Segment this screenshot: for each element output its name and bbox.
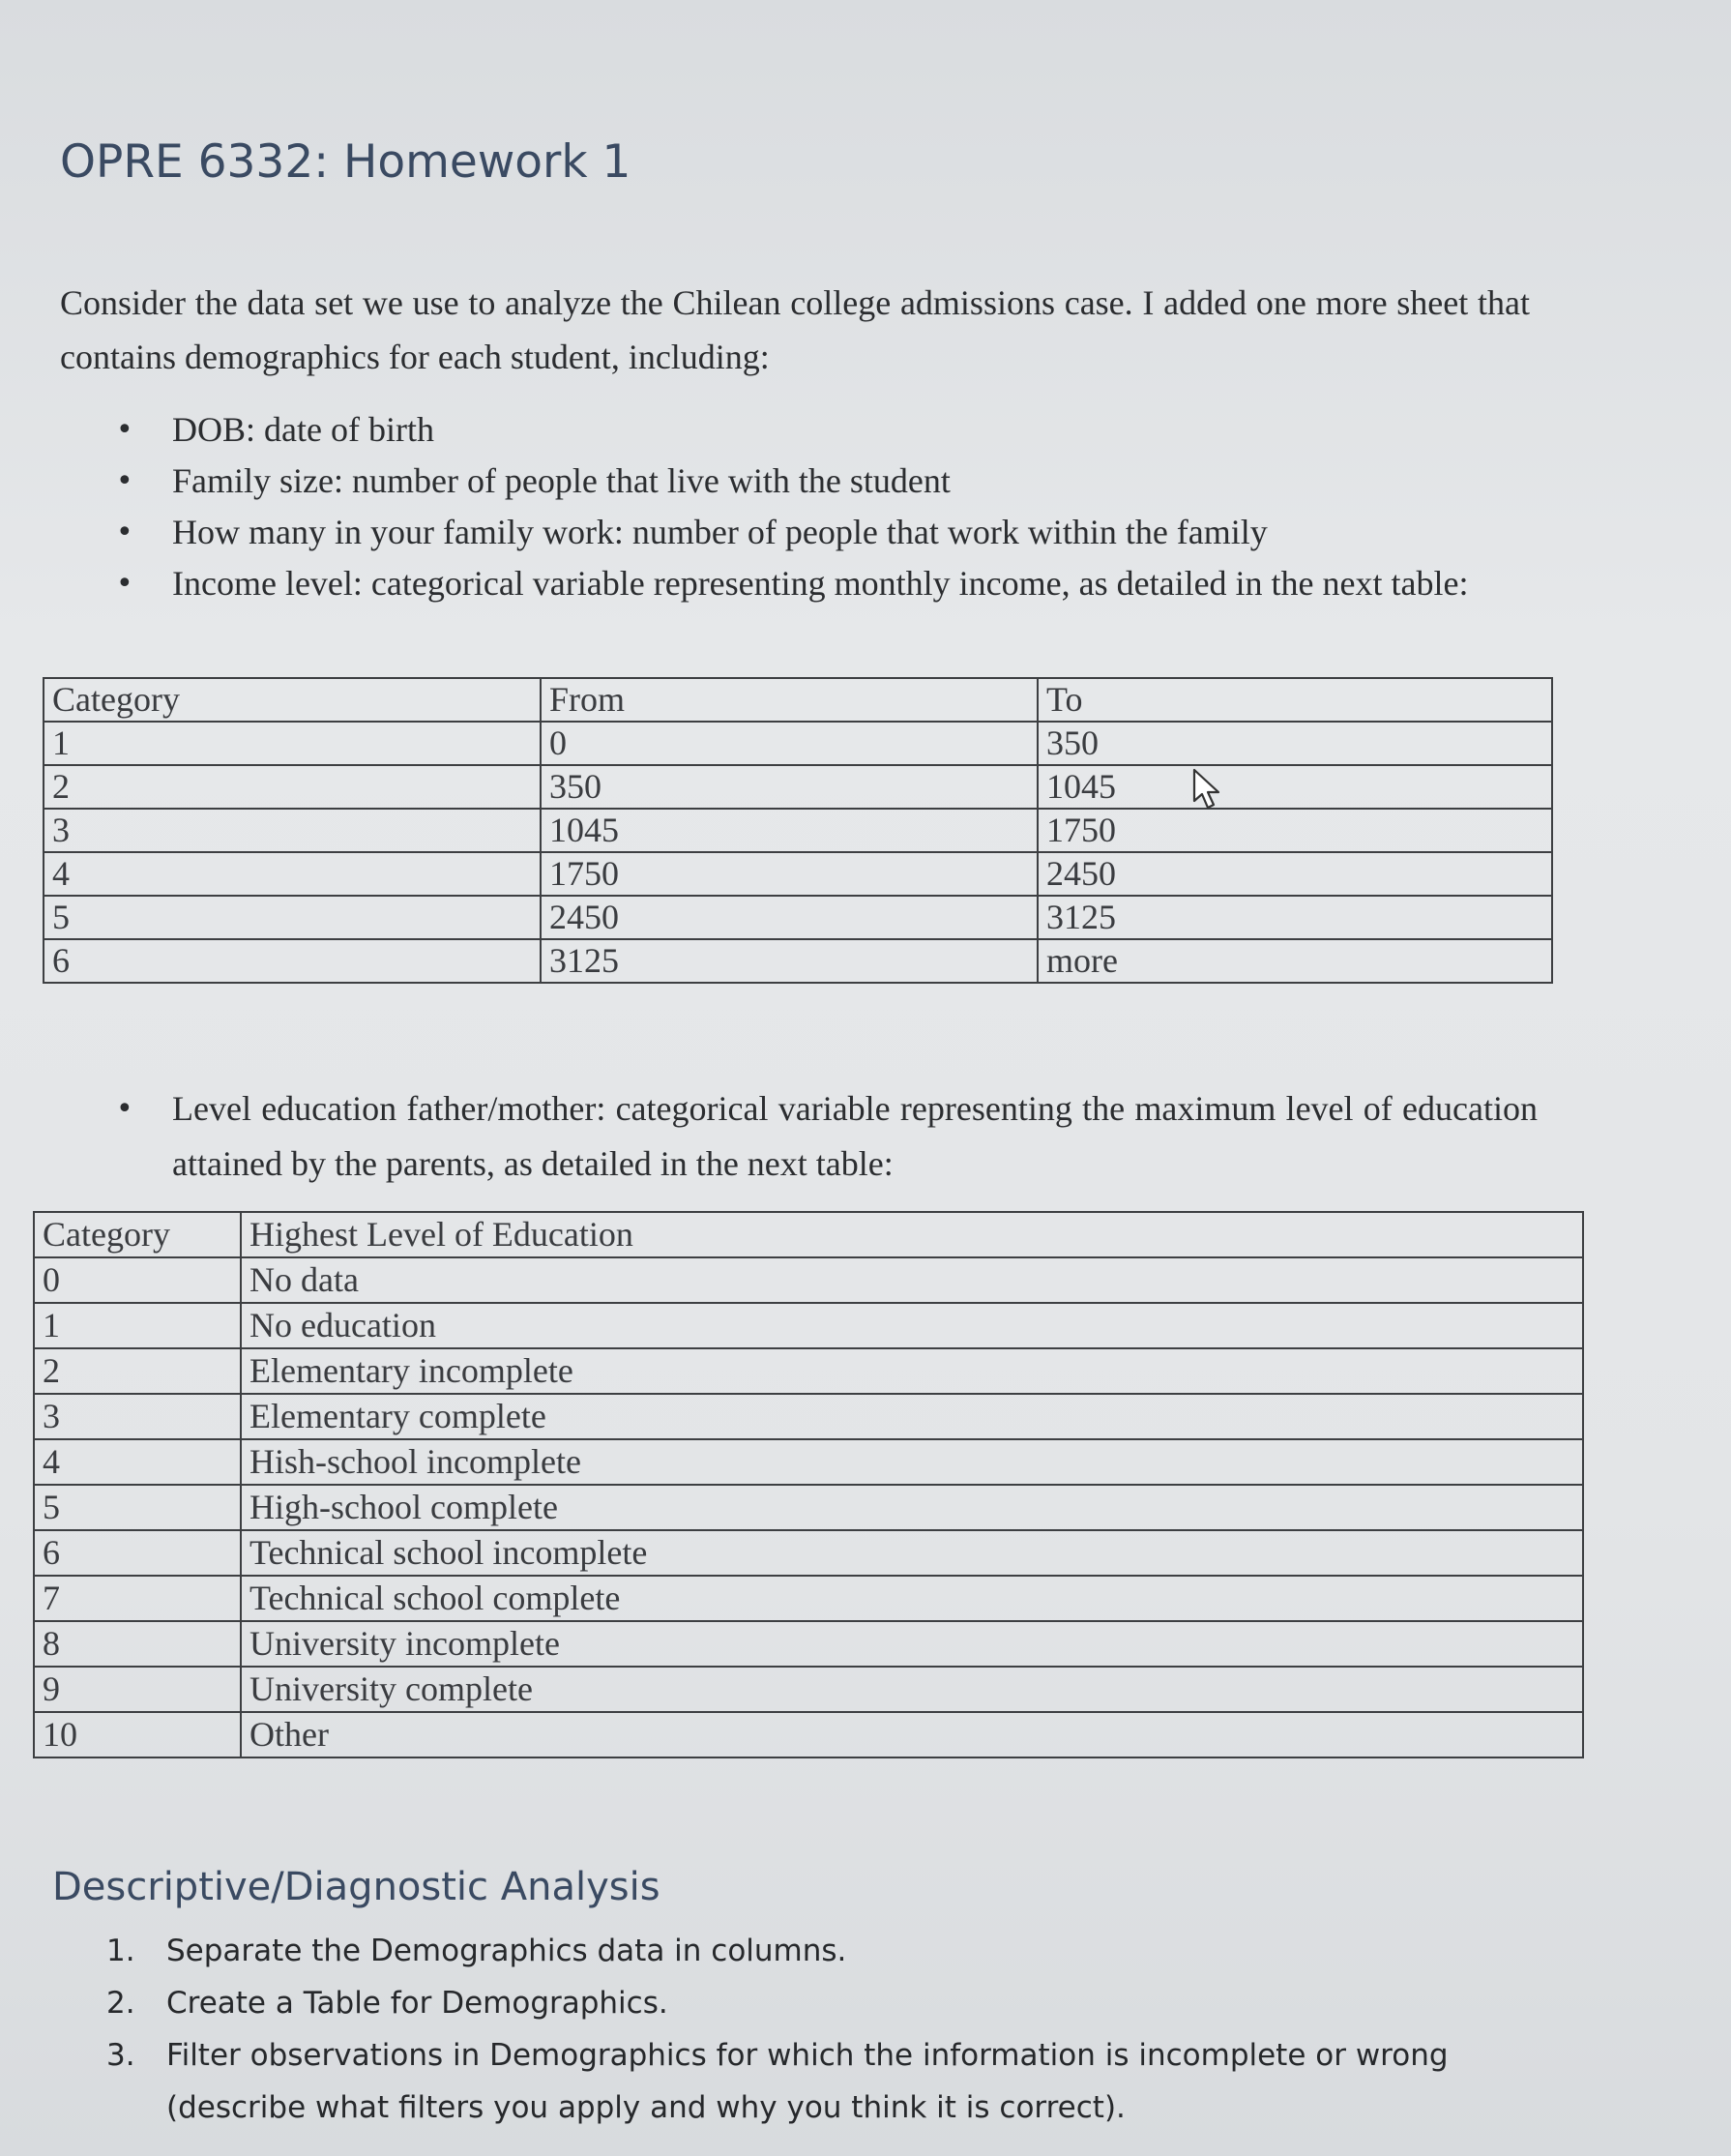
- cell-from: 0: [541, 722, 1038, 765]
- task-text: Create a Table for Demographics.: [166, 1986, 668, 2021]
- header-to: To: [1038, 678, 1552, 722]
- table-row: [44, 809, 1552, 852]
- table-row: [34, 1712, 1583, 1757]
- demographics-bullet-list: [116, 404, 1528, 609]
- cell-education: Hish-school incomplete: [241, 1439, 1583, 1485]
- cell-education: Technical school complete: [241, 1576, 1583, 1621]
- task-number: 2.: [106, 1986, 135, 2021]
- cell-education: High-school complete: [241, 1485, 1583, 1530]
- cell-education: University incomplete: [241, 1621, 1583, 1667]
- table-row: [34, 1439, 1583, 1485]
- table-row: [34, 1485, 1583, 1530]
- task-number: 3.: [106, 2038, 135, 2073]
- cell-category: 5: [34, 1485, 241, 1530]
- table-row: [44, 939, 1552, 983]
- cell-from: 1045: [541, 809, 1038, 852]
- bullet-income-level: • Income level: categorical variable representing monthly income, as detailed in the next table:: [116, 558, 1528, 609]
- table-row: [34, 1394, 1583, 1439]
- task-number: 1.: [106, 1934, 135, 1968]
- table-row: [34, 1576, 1583, 1621]
- cell-category: 10: [34, 1712, 241, 1757]
- cell-category: 3: [44, 809, 541, 852]
- table-row: [34, 1303, 1583, 1348]
- task-text: Filter observations in Demographics for which the information is incomplete or wrong (describe what filters you apply and why you think it is correct).: [166, 2038, 1449, 2125]
- header-category: Category: [44, 678, 541, 722]
- table-row: [44, 765, 1552, 809]
- cell-to: 2450: [1038, 852, 1552, 896]
- cell-education: No education: [241, 1303, 1583, 1348]
- cell-category: 2: [34, 1348, 241, 1394]
- intro-paragraph: Consider the data set we use to analyze the Chilean college admissions case. I added one more sheet that contains demographics for each student, including:: [60, 283, 1530, 376]
- cell-education: University complete: [241, 1667, 1583, 1712]
- header-category: Category: [34, 1212, 241, 1257]
- task-item: [106, 2029, 1586, 2134]
- bullet-parent-education: • Level education father/mother: categorical variable representing the maximum level of education attained by the parents, as detailed in the next table:: [116, 1081, 1538, 1192]
- document-title: OPRE 6332: Homework 1: [60, 135, 631, 189]
- cell-to: 3125: [1038, 896, 1552, 939]
- table-row: [34, 1257, 1583, 1303]
- table-row: [44, 896, 1552, 939]
- task-text: Separate the Demographics data in columns.: [166, 1934, 847, 1968]
- cell-from: 350: [541, 765, 1038, 809]
- cell-category: 1: [34, 1303, 241, 1348]
- bullet-family-size: • Family size: number of people that live with the student: [116, 456, 1528, 507]
- table-row: [34, 1621, 1583, 1667]
- task-item: [106, 1925, 1586, 1977]
- header-from: From: [541, 678, 1038, 722]
- cell-education: No data: [241, 1257, 1583, 1303]
- cell-category: 7: [34, 1576, 241, 1621]
- cell-category: 1: [44, 722, 541, 765]
- cell-education: Elementary incomplete: [241, 1348, 1583, 1394]
- cell-to: 1750: [1038, 809, 1552, 852]
- income-level-table: [43, 677, 1553, 984]
- cell-category: 6: [34, 1530, 241, 1576]
- table-row: [34, 1348, 1583, 1394]
- cell-category: 8: [34, 1621, 241, 1667]
- table-row: [44, 852, 1552, 896]
- header-highest-level: Highest Level of Education: [241, 1212, 1583, 1257]
- cell-education: Other: [241, 1712, 1583, 1757]
- cell-category: 2: [44, 765, 541, 809]
- table-header-row: [34, 1212, 1583, 1257]
- cell-from: 1750: [541, 852, 1038, 896]
- bullet-dob: • DOB: date of birth: [116, 404, 1528, 456]
- cell-category: 5: [44, 896, 541, 939]
- table-row: [44, 722, 1552, 765]
- cell-category: 3: [34, 1394, 241, 1439]
- cell-education: Elementary complete: [241, 1394, 1583, 1439]
- cell-from: 2450: [541, 896, 1038, 939]
- cell-category: 4: [34, 1439, 241, 1485]
- cell-category: 0: [34, 1257, 241, 1303]
- cell-to: more: [1038, 939, 1552, 983]
- cell-to: 350: [1038, 722, 1552, 765]
- cell-education: Technical school incomplete: [241, 1530, 1583, 1576]
- task-item: [106, 1977, 1586, 2029]
- education-bullet-list: [116, 1081, 1538, 1192]
- table-row: [34, 1530, 1583, 1576]
- task-list: [106, 1925, 1586, 2134]
- table-header-row: [44, 678, 1552, 722]
- cell-category: 9: [34, 1667, 241, 1712]
- cell-to: 1045: [1038, 765, 1552, 809]
- cell-category: 6: [44, 939, 541, 983]
- section-title: Descriptive/Diagnostic Analysis: [52, 1865, 660, 1909]
- mouse-pointer-icon: [1191, 767, 1224, 812]
- table-row: [34, 1667, 1583, 1712]
- cell-category: 4: [44, 852, 541, 896]
- bullet-family-work: • How many in your family work: number of people that work within the family: [116, 507, 1528, 558]
- cell-from: 3125: [541, 939, 1038, 983]
- education-level-table: [33, 1211, 1584, 1758]
